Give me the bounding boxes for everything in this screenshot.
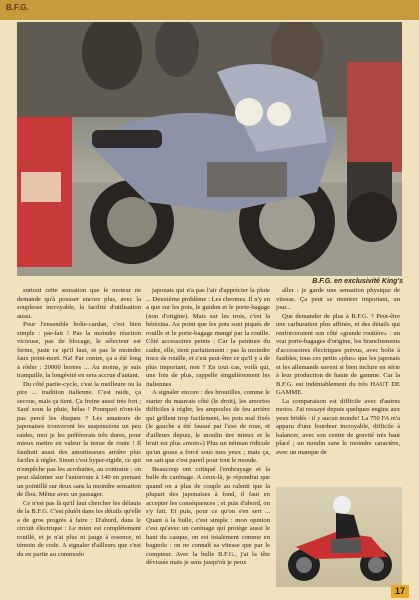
paragraph: japonais qui n'a pas l'air d'apprécier la pluie ... Deuxième problème : Les chromes. Il n'y en a que sur les pots, le guidon et le porte-bagage (non d'origine). Mais sur les trois, c'est la bérézina. Au point que les pots sont piqués de rouille et le porte-bagage mangé par la rouille. Côté accessoires peints : Car la peinture du cadre, elle, tient parfaitement : pas la moindre trace de rouille, et c'est peut-être ce qu'il y a de plus important, non ? En tout cas, voilà qui, une fois de plus, rappelle singulièrement les italiennes (146, 287, 270, 388)
photo-caption: B.F.G. en exclusivité King's (312, 278, 403, 285)
article-column-2 (146, 287, 270, 568)
paragraph: Que demander de plus à B.F.G. ? Peut-être une carburation plus affinée, et des détails qui renforceraient son côté «grande routière» : un vrai porte-bagages d'origine, les branchements d'accessoires électriques prévus, avec boîte à fusibles, tous ces petits «plus» que les japonais et les allemands savent si bien inclure en série à leur production de haute de gamme. Car la B.F.G. est indéniablement du très HAUT DE GAMME. (276, 312, 400, 396)
paragraph: Pour l'ensemble boîte-cardan, c'est bien simple : par-fait ! Pas la moindre réaction vicieuse, pas de blocage, le sélecteur est ferme, juste ce qu'il faut, et pas le moindre faux point-mort. Na! Par contre, ça a été long à rôder : 20000 bornes ... Au moins, je suis tranquille, la longévité en sera accrue d'autant. (17, 321, 141, 379)
paragraph: surtout cette sensation que le moteur ne demande qu'à pousser encore plus, avec la souplesse incroyable, la facilité d'utilisation aussi. (17, 287, 141, 320)
paragraph: Beaucoup ont critiqué l'embrayage et la bulle de carénage. A ceux-là, je répondrai que quand on a plus de couple au ralenti que la plupart des japonaises à fond, il faut en accepter les conséquences ; et puis d'abord, on s'y fait. Et puis, pour ce qu'on s'en sert ... Quant à la bulle, c'est simple : mon opinion c'est qu'avec un carénage qui protège aussi le haut du casque, on est totalement comme en bagnole : on ne connaît sa vitesse que par le compteur. Avec la bulle B.F.G., j'ai la tête dévissée mais je sens jusqu'où je peux (146, 465, 270, 566)
paragraph: La comparaison est difficile avec d'autres motos. J'ai ressayé depuis quelques engins aux yeux bridés : il y aucun monde! La 750 FA m'a apparu d'une lourdeur incroyable, difficile à balancer, avec son centre de gravité très haut placé ; un moulin sans le moindre caractère, avec un manque de (276, 397, 400, 456)
paragraph: A signaler encore : des broutilles, comme le starter du mauvais côté (le droit), les amortos difficiles à régler, les ampoules de feu arrière qui grillent trop facilement, les pots mal fixés (le gauche a été faussé par l'axe de roue, et d'ailleurs depuis, le moulin tire mieux et le bruit est plus «moto») Plus un néiman ridicule qu'un gosse a forcé sous mes yeux ; mais ça, on sait que c'est pareil pour tout le monde. (146, 389, 270, 464)
motorcycle-photo-illustration (17, 22, 402, 276)
page-header-bar (0, 0, 419, 20)
article-column-1 (17, 287, 141, 559)
article-column-3 (276, 287, 400, 457)
motorcycle-photo (17, 22, 402, 276)
paragraph: aller : je garde une sensation physique de vitesse. Ça peut se montrer important, un jour... (276, 287, 400, 311)
page-number: 17 (391, 585, 409, 598)
magazine-section-label: B.F.G. (6, 3, 29, 12)
rider-illustration (276, 487, 402, 587)
paragraph: Ce n'est pas là qu'il faut chercher les défauts de la B.F.G. C'est plutôt dans les détails qu'elle a de gros progrès à faire : D'abord, dans le circuit électrique : Le mien est complètement rouillé, et je n'ai plus ni jauge à essence, ni témoin de code. A signaler d'ailleurs que c'est du en partie au commodo (17, 499, 141, 558)
paragraph: Du côté partie-cycle, c'est la meilleure ou la pire ... tradition italienne. C'est raide, ça secoue, mais ça tient. Ça freine aussi très fort ; Sauf sous la pluie, hélas ! Pourquoi n'ont-ils pas percé les disques ? Les amateurs de japonaises trouveront les suspensions un peu raides, moi je les préférerais très dures, pour mieux mettre en valeur la tenue de route ! Il faudrait aussi des amortisseurs arrière plus faciles à régler. Sinon c'est hyper-rigide, ce qui n'empêche pas les acrobaties, au contraire : on peut slalomer sur l'autoroute à 140 en prenant un pointillé sur deux sans la moindre sensation de flou. Même avec un passager. (17, 380, 141, 498)
rider-inset-photo (276, 487, 402, 587)
